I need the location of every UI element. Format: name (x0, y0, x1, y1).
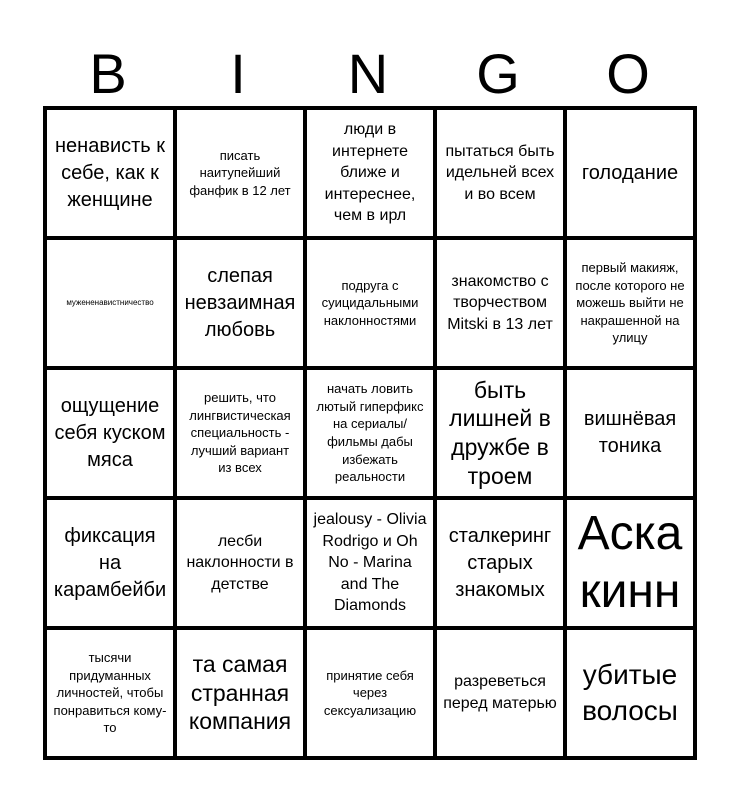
header-letter-i: I (230, 42, 246, 105)
bingo-cell[interactable] (45, 368, 175, 498)
bingo-cell[interactable] (45, 498, 175, 628)
cell-text: Аска кинн (577, 507, 683, 618)
cell-text: та самая странная компания (188, 650, 292, 735)
cell-text: ненависть к себе, как к женщине (54, 134, 166, 211)
bingo-cell[interactable] (565, 628, 695, 758)
bingo-cell[interactable] (305, 368, 435, 498)
bingo-cell[interactable] (45, 108, 175, 238)
cell-text: фиксация на карамбейби (53, 524, 167, 601)
cell-text: быть лишней в дружбе в троем (449, 376, 551, 489)
cell-text: jealousy - Olivia Rodrigo и Oh No - Marina and The Diamonds (313, 511, 427, 615)
bingo-board (43, 106, 697, 760)
cell-text: начать ловить лютый гиперфикс на сериалы/фильмы дабы избежать реальности (316, 381, 424, 485)
bingo-cell[interactable] (305, 238, 435, 368)
cell-text: тысячи придуманных личностей, чтобы понравиться кому-то (53, 650, 167, 736)
cell-text: убитые волосы (582, 658, 678, 726)
cell-text: решить, что лингвистическая специальность - лучший вариант из всех (189, 390, 291, 476)
bingo-cell[interactable] (565, 368, 695, 498)
bingo-cell[interactable] (45, 628, 175, 758)
bingo-cell[interactable] (435, 628, 565, 758)
cell-text: мужененавистничество (66, 298, 154, 308)
bingo-cell[interactable] (565, 498, 695, 628)
cell-text: подруга с суицидальными наклонностями (321, 277, 419, 328)
bingo-cell[interactable] (565, 238, 695, 368)
bingo-cell[interactable] (305, 628, 435, 758)
bingo-cell[interactable] (435, 238, 565, 368)
bingo-header (43, 44, 693, 104)
header-letter-b: B (89, 42, 127, 105)
bingo-cell[interactable] (175, 498, 305, 628)
cell-text: принятие себя через сексуализацию (323, 667, 417, 718)
header-letter-g: G (476, 42, 520, 105)
bingo-cell[interactable] (175, 238, 305, 368)
cell-text: голодание (581, 161, 679, 184)
cell-text: знакомство с творчеством Mitski в 13 лет (447, 272, 553, 333)
bingo-cell[interactable] (45, 238, 175, 368)
cell-text: слепая невзаимная любовь (184, 264, 296, 341)
cell-text: разреветься перед матерью (443, 673, 557, 712)
cell-text: первый макияж, после которого не можешь выйти не накрашенной на улицу (575, 260, 685, 346)
bingo-cell[interactable] (435, 108, 565, 238)
bingo-cell[interactable] (175, 368, 305, 498)
bingo-cell[interactable] (305, 108, 435, 238)
header-letter-o: O (606, 42, 650, 105)
cell-text: ощущение себя куском мяса (54, 394, 166, 471)
cell-text: люди в интернете ближе и интереснее, чем в ирл (324, 121, 416, 225)
bingo-cell[interactable] (435, 498, 565, 628)
bingo-cell[interactable] (305, 498, 435, 628)
bingo-cell[interactable] (435, 368, 565, 498)
bingo-cell[interactable] (565, 108, 695, 238)
cell-text: пытаться быть идельней всех и во всем (445, 142, 555, 203)
cell-text: писать наитупейший фанфик в 12 лет (189, 147, 291, 198)
cell-text: сталкеринг старых знакомых (448, 524, 552, 601)
cell-text: лесби наклонности в детстве (186, 532, 294, 593)
bingo-cell[interactable] (175, 108, 305, 238)
header-letter-n: N (347, 42, 389, 105)
bingo-cell[interactable] (175, 628, 305, 758)
cell-text: вишнёвая тоника (583, 408, 677, 457)
